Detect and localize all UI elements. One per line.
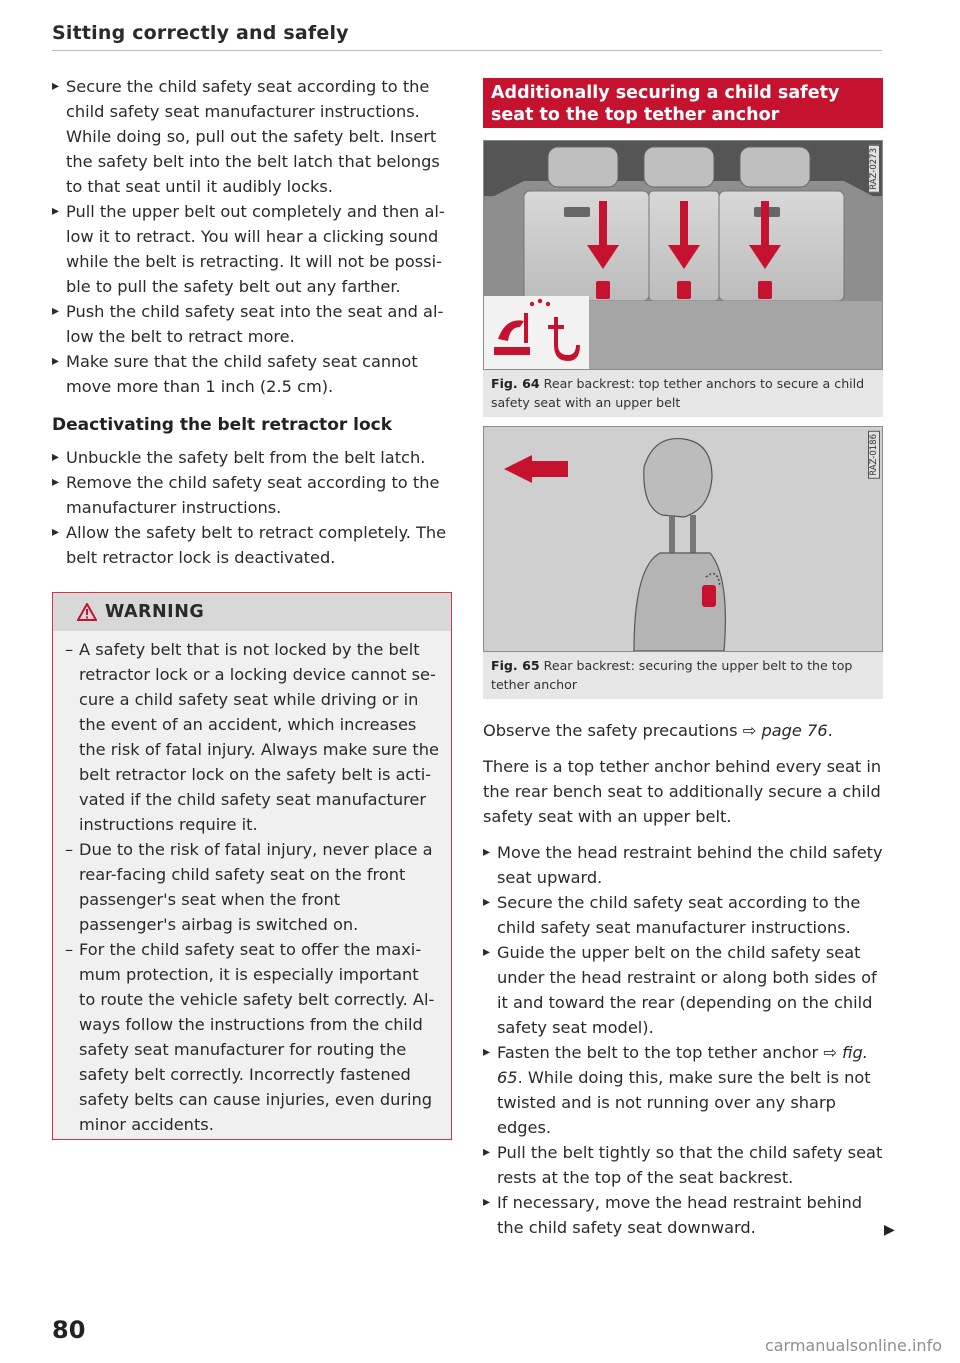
list-item: ▸ Remove the child safety seat according to the manufacturer instructions.	[52, 470, 452, 520]
caption-text: Rear backrest: securing the upper belt to the top tether anchor	[491, 658, 853, 692]
page-number: 80	[52, 1316, 86, 1344]
section-title: Additionally securing a child safety seat to the top tether anchor	[483, 78, 883, 128]
text-span: Fasten the belt to the top tether anchor	[497, 1043, 824, 1062]
list-item: ▸ If necessary, move the head restraint behind the child safety seat downward.	[483, 1190, 883, 1240]
list-item: ▸ Secure the child safety seat according to the child safety seat manufacturer instructions. While doing so, pull out the safety belt. Insert the safety belt into the belt latch that belongs to that seat until it audibly locks.	[52, 74, 452, 199]
warning-item: – A safety belt that is not locked by the belt retractor lock or a locking device cannot secure a child safety seat while driving or in the event of an accident, which increases the risk of fatal injury. Always make sure the belt retractor lock on the safety belt is activated if the child safety seat manufacturer instructions require it.	[65, 637, 439, 837]
warning-title: WARNING	[105, 602, 205, 622]
instruction-list	[52, 74, 452, 399]
figure-65	[483, 426, 883, 699]
warning-box	[52, 592, 452, 1140]
figure-code: RAZ-0186	[868, 431, 880, 479]
list-item: ▸ Guide the upper belt on the child safety seat under the head restraint or along both sides of it and toward the rear (depending on the child safety seat model).	[483, 940, 883, 1040]
figure-64	[483, 140, 883, 417]
warning-item: – For the child safety seat to offer the maximum protection, it is especially important to route the vehicle safety belt correctly. Always follow the instructions from the child safety seat manufacturer for routing the safety belt correctly. Incorrectly fastened safety belts can cause injuries, even during minor accidents.	[65, 937, 439, 1137]
list-item: ▸ Make sure that the child safety seat cannot move more than 1 inch (2.5 cm).	[52, 349, 452, 399]
fig-65-link[interactable]: ⇨ fig. 65	[497, 1043, 868, 1087]
figure-label: Fig. 64	[491, 376, 540, 391]
list-item: ▸ Pull the upper belt out completely and then allow it to retract. You will hear a clicking sound while the belt is retracting. It will not be possible to pull the safety belt out any farther.	[52, 199, 452, 299]
caption-text: Rear backrest: top tether anchors to secure a child safety seat with an upper belt	[491, 376, 865, 410]
text-span: Observe the safety precautions	[483, 721, 743, 740]
figure-code: RAZ-0273	[868, 145, 880, 193]
deactivate-heading: Deactivating the belt retractor lock	[52, 415, 393, 435]
left-column	[52, 74, 452, 570]
figure-64-caption	[483, 370, 883, 417]
text-span: .	[827, 721, 833, 740]
figure-64-image	[483, 140, 883, 370]
tether-steps	[483, 840, 883, 1240]
list-item: ▸ Pull the belt tightly so that the child safety seat rests at the top of the seat backrest.	[483, 1140, 883, 1190]
warning-body	[53, 631, 451, 1137]
page-76-link[interactable]: ⇨ page 76	[742, 721, 828, 740]
deactivate-list	[52, 445, 452, 570]
right-text	[483, 718, 883, 1240]
list-item: ▸ Push the child safety seat into the seat and allow the belt to retract more.	[52, 299, 452, 349]
figure-label: Fig. 65	[491, 658, 540, 673]
list-item: ▸ Secure the child safety seat according to the child safety seat manufacturer instructions.	[483, 890, 883, 940]
continue-arrow-icon: ▶	[884, 1222, 895, 1238]
warning-item: – Due to the risk of fatal injury, never place a rear-facing child safety seat on the front passenger's seat when the front passenger's airbag is switched on.	[65, 837, 439, 937]
list-item: ▸ Allow the safety belt to retract completely. The belt retractor lock is deactivated.	[52, 520, 452, 570]
headrest-illustration	[484, 427, 882, 651]
intro-paragraph: There is a top tether anchor behind every seat in the rear bench seat to additionally secure a child safety seat with an upper belt.	[483, 757, 882, 826]
observe-paragraph	[483, 718, 883, 743]
chapter-title: Sitting correctly and safely	[52, 22, 349, 44]
rear-seat-illustration	[484, 141, 882, 369]
warning-header	[53, 593, 451, 631]
warning-triangle-icon	[77, 603, 97, 621]
figure-65-image	[483, 426, 883, 652]
list-item: ▸ Move the head restraint behind the child safety seat upward.	[483, 840, 883, 890]
text-span: . While doing this, make sure the belt is not twisted and is not running over any sharp edges.	[497, 1068, 871, 1137]
figure-65-caption	[483, 652, 883, 699]
list-item	[483, 1040, 883, 1140]
watermark: carmanualsonline.info	[764, 1336, 942, 1355]
page-header	[52, 22, 882, 51]
list-item: ▸ Unbuckle the safety belt from the belt latch.	[52, 445, 452, 470]
